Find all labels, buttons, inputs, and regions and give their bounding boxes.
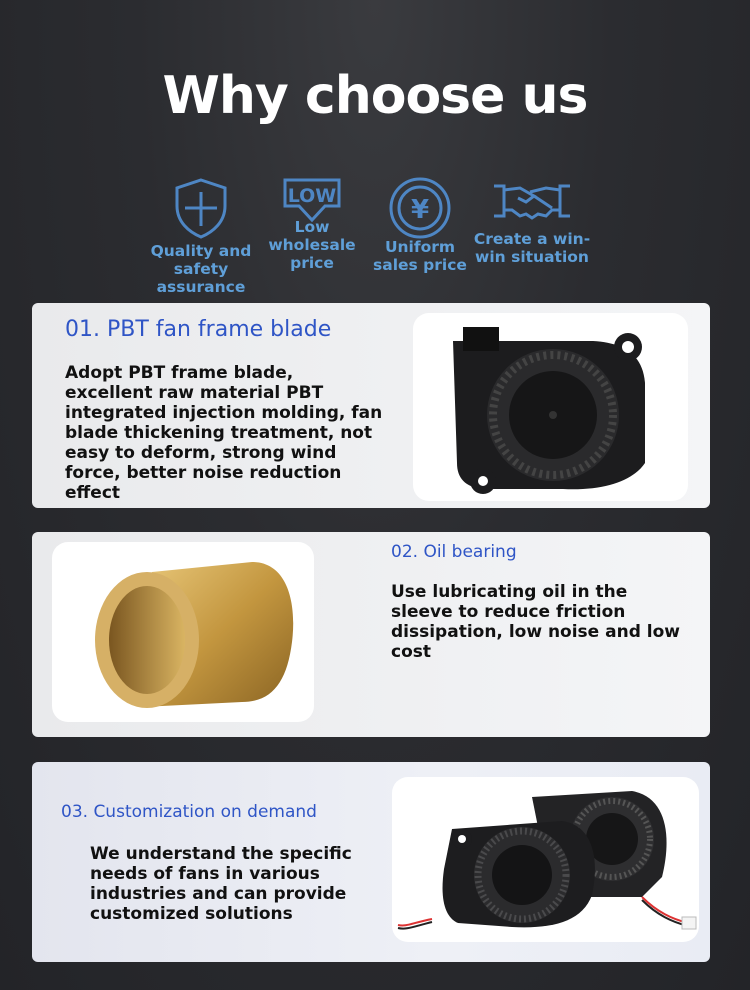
- shield-icon: [171, 176, 231, 240]
- section-oil-bearing: [32, 532, 710, 737]
- section-body: Adopt PBT frame blade, excellent raw material PBT integrated injection molding, fan blade thickening treatment, not easy to deform, strong wind force, better noise reduction effect: [65, 363, 383, 503]
- feature-label: Create a win-win situation: [473, 230, 591, 266]
- two-blower-fans-image: [392, 777, 699, 942]
- brass-bearing-image: [52, 542, 314, 722]
- section-pbt-blade: [32, 303, 710, 508]
- page-title: Why choose us: [162, 66, 588, 126]
- feature-label: Low wholesale price: [268, 218, 356, 272]
- yen-coin-icon: [387, 176, 453, 240]
- feature-winwin: [472, 176, 592, 266]
- section-customization: [32, 762, 710, 962]
- feature-label: Uniform sales price: [373, 238, 467, 274]
- section-heading: 03. Customization on demand: [61, 802, 317, 822]
- section-body: Use lubricating oil in the sleeve to reduce friction dissipation, low noise and low cost: [391, 582, 680, 662]
- feature-label: Quality and safety assurance: [150, 242, 252, 296]
- section-heading: 01. PBT fan frame blade: [65, 317, 332, 342]
- feature-price: [252, 176, 372, 272]
- yen-symbol: ¥: [410, 195, 430, 225]
- low-tag-text: LOW: [287, 185, 337, 207]
- feature-uniform: [360, 176, 480, 274]
- section-heading: 02. Oil bearing: [391, 542, 517, 562]
- blower-fan-image: [413, 313, 688, 501]
- feature-quality: [141, 176, 261, 296]
- section-body: We understand the specific needs of fans in various industries and can provide customized solutions: [90, 844, 352, 924]
- handshake-icon: [490, 176, 574, 224]
